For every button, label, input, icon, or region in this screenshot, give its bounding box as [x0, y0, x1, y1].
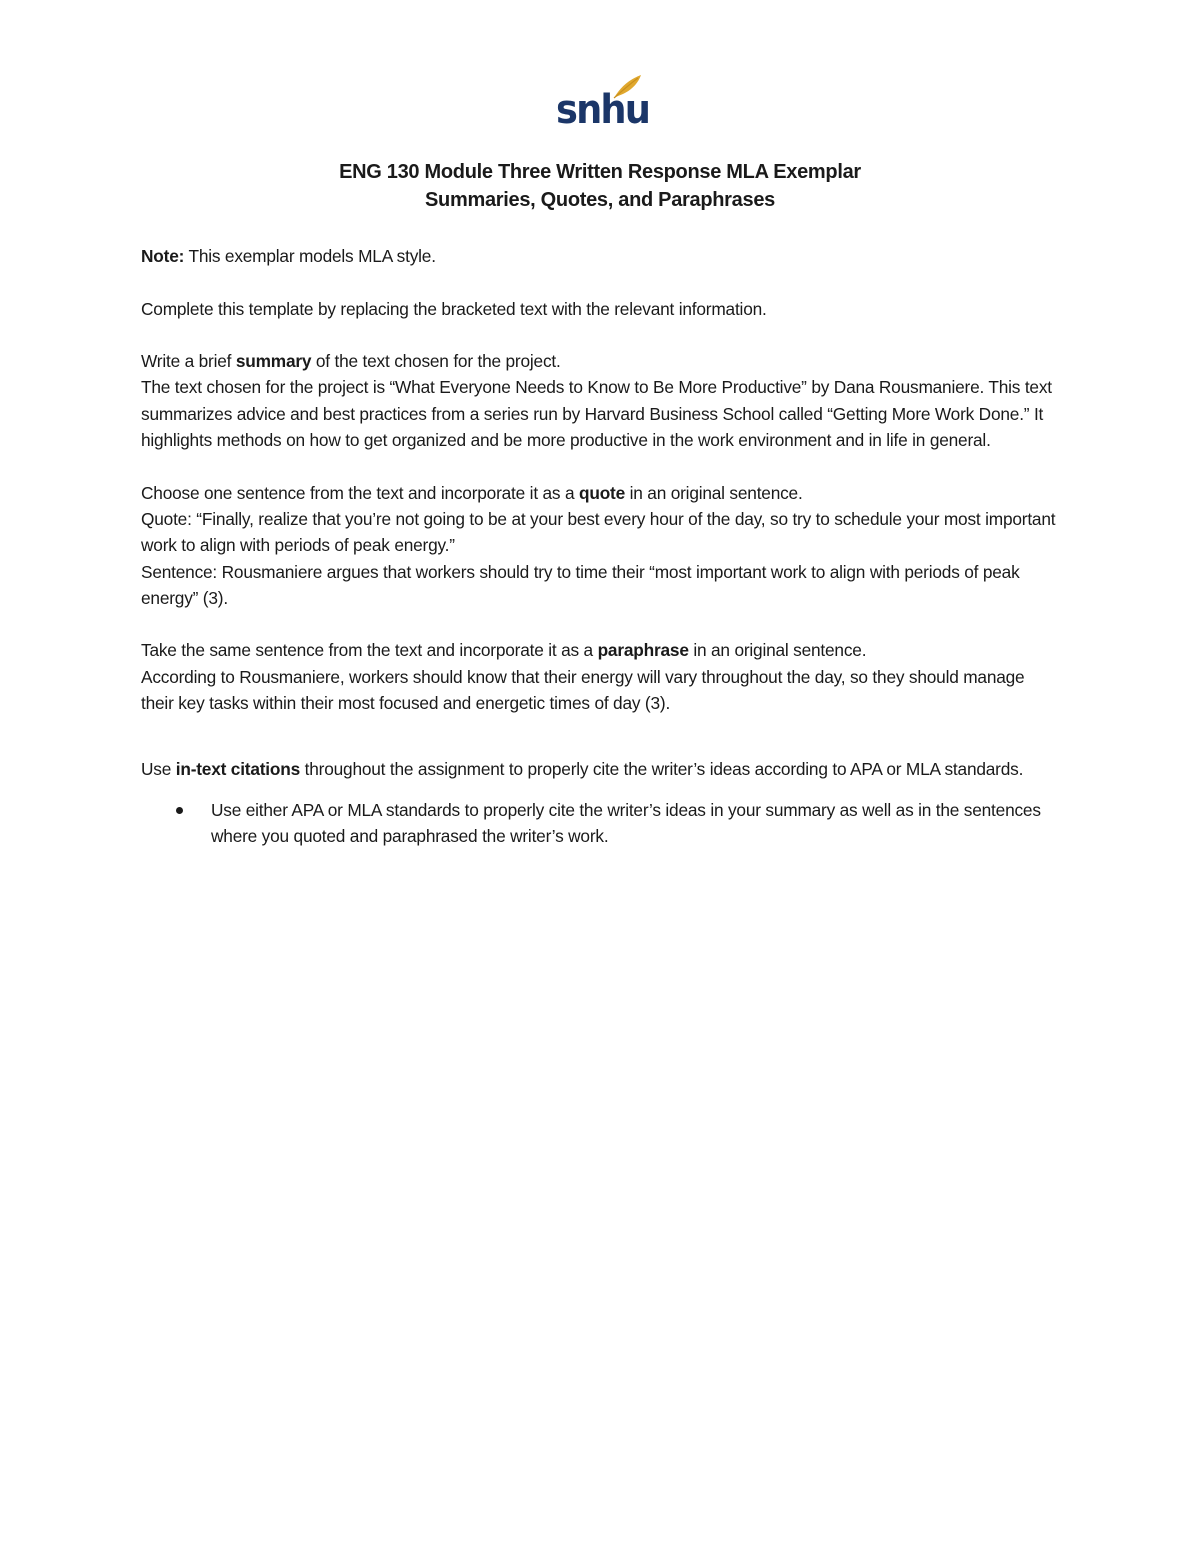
citations-bullet-list: [141, 797, 1061, 850]
citations-prompt-after: throughout the assignment to properly cite the writer’s ideas according to APA or MLA standards.: [300, 759, 1024, 780]
note-paragraph: [141, 243, 1061, 269]
paraphrase-prompt-before: Take the same sentence from the text and incorporate it as a: [141, 640, 598, 661]
snhu-logo: [552, 74, 650, 134]
paraphrase-keyword: paraphrase: [597, 640, 689, 661]
summary-prompt: [141, 348, 1061, 374]
title-line-1: ENG 130 Module Three Written Response MLA Exemplar: [339, 161, 861, 183]
summary-prompt-after: of the text chosen for the project.: [311, 351, 561, 372]
paraphrase-prompt: [141, 637, 1061, 663]
summary-prompt-before: Write a brief: [141, 351, 236, 372]
note-label: Note:: [141, 246, 185, 266]
logo-wordmark: snhu: [556, 87, 650, 133]
citations-prompt: [141, 756, 1061, 782]
title-line-2: Summaries, Quotes, and Paraphrases: [425, 189, 775, 211]
list-item: Use either APA or MLA standards to properly cite the writer’s ideas in your summary as well as in the sentences where you quoted and paraphrased the writer’s work.: [211, 799, 1041, 846]
document-body: [141, 243, 1061, 849]
document-title: [0, 158, 1200, 214]
quote-prompt-after: in an original sentence.: [625, 482, 803, 503]
paraphrase-body: According to Rousmaniere, workers should know that their energy will vary throughout the day, so they should manage their key tasks within their most focused and energetic times of day (3).: [141, 666, 1025, 714]
quote-prompt-before: Choose one sentence from the text and incorporate it as a: [141, 482, 579, 503]
summary-body: The text chosen for the project is “What Everyone Needs to Know to Be More Productive” by Dana Rousmaniere. This text summarizes advice and best practices from a series run by Harvard Business School called “Getting More Work Done.” It highlights methods on how to get organized and be more productive in the work environment and in life in general.: [141, 377, 1052, 451]
quote-sentence: Sentence: Rousmaniere argues that workers should try to time their “most important work to align with periods of peak energy” (3).: [141, 561, 1020, 608]
citations-prompt-before: Use: [141, 759, 176, 780]
bullet-icon: [176, 807, 183, 814]
paraphrase-prompt-after: in an original sentence.: [688, 640, 867, 661]
quote-text: Quote: “Finally, realize that you’re not going to be at your best every hour of the day, so try to schedule your most important work to align with periods of peak energy.”: [141, 508, 1056, 556]
quote-keyword: quote: [578, 482, 626, 503]
note-text: This exemplar models MLA style.: [184, 246, 436, 266]
quote-prompt: [141, 480, 1061, 506]
summary-keyword: summary: [235, 351, 312, 372]
citations-keyword: in-text citations: [175, 759, 301, 780]
instructions-paragraph: Complete this template by replacing the bracketed text with the relevant information.: [141, 298, 767, 319]
